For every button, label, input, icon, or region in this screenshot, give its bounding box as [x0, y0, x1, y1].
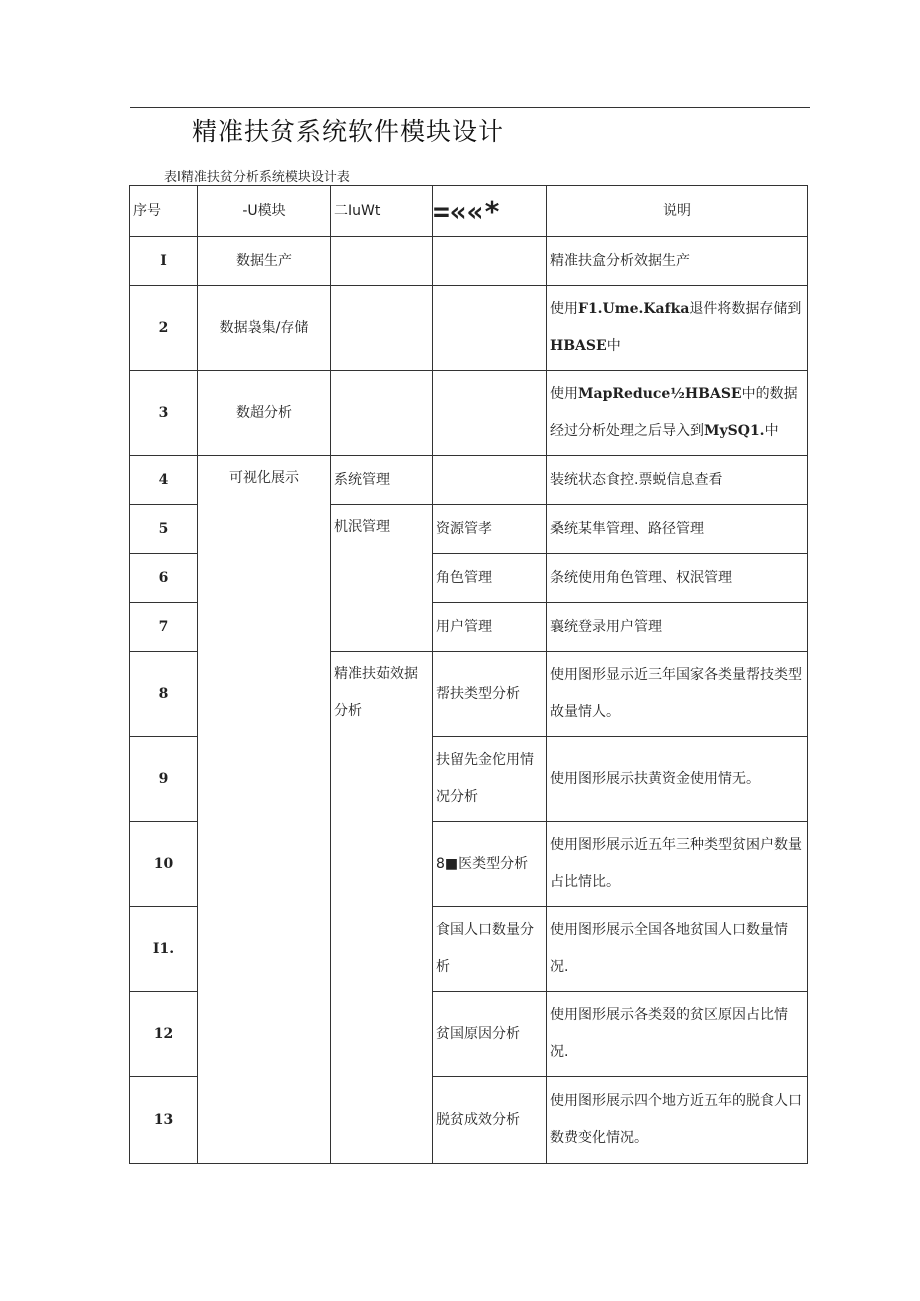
- table-row: [130, 456, 808, 505]
- description-cell: 桑统某隼管理、路径管理: [547, 505, 808, 554]
- row-number: 6: [130, 554, 198, 603]
- function-cell: [433, 371, 547, 456]
- module-design-table: [129, 185, 808, 1164]
- description-cell: 使用图形展示各类叕的贫区原因占比情况.: [547, 992, 808, 1077]
- function-cell: 用户管理: [433, 603, 547, 652]
- row-number: 12: [130, 992, 198, 1077]
- function-cell: [433, 286, 547, 371]
- description-cell: 条统使用角色管理、权泯管理: [547, 554, 808, 603]
- table-header-row: [130, 186, 808, 237]
- function-cell: 帮扶类型分析: [433, 652, 547, 737]
- row-number: I: [130, 237, 198, 286]
- header-submodule: 二IuWt: [331, 186, 433, 237]
- module-cell-visualization: 可视化展示: [198, 456, 331, 1164]
- description-cell: 使用图形展示全国各地贫国人口数量情况.: [547, 907, 808, 992]
- module-cell: 数超分析: [198, 371, 331, 456]
- function-cell: 8■医类型分析: [433, 822, 547, 907]
- module-cell: 数据生产: [198, 237, 331, 286]
- row-number: 7: [130, 603, 198, 652]
- row-number: 4: [130, 456, 198, 505]
- top-rule: [130, 107, 810, 108]
- submodule-cell-permission: 机泯管理: [331, 505, 433, 652]
- description-cell: 使用图形显示近三年国家各类量帮技类型故量情人。: [547, 652, 808, 737]
- function-cell: 食国人口数量分析: [433, 907, 547, 992]
- description-cell: 使用图形展示近五年三种类型贫困户数量占比情比。: [547, 822, 808, 907]
- module-cell: 数据袅集/存储: [198, 286, 331, 371]
- header-module: -U模块: [198, 186, 331, 237]
- row-number: 9: [130, 737, 198, 822]
- row-number: 2: [130, 286, 198, 371]
- row-number: 8: [130, 652, 198, 737]
- row-number: 5: [130, 505, 198, 554]
- header-index: 序号: [130, 186, 198, 237]
- function-cell: 资源管孝: [433, 505, 547, 554]
- description-cell: 装统状态食控.票蜕信息查看: [547, 456, 808, 505]
- header-description: 说明: [547, 186, 808, 237]
- function-cell: [433, 456, 547, 505]
- submodule-cell: [331, 286, 433, 371]
- function-cell: 贫国原因分析: [433, 992, 547, 1077]
- row-number: I1.: [130, 907, 198, 992]
- description-cell: 使用F1.Ume.Kafka退件将数据存储到HBASE中: [547, 286, 808, 371]
- submodule-cell: [331, 237, 433, 286]
- table-caption: 表I精准扶贫分析系统模块设计表: [164, 170, 350, 185]
- description-cell: 使用MapReduce½HBASE中的数据经过分析处理之后导入到MySQ1.中: [547, 371, 808, 456]
- description-cell: 使用图形展示扶黄资金使用情无。: [547, 737, 808, 822]
- table-row: [130, 371, 808, 456]
- function-cell: [433, 237, 547, 286]
- row-number: 3: [130, 371, 198, 456]
- submodule-cell: 系统管理: [331, 456, 433, 505]
- row-number: 10: [130, 822, 198, 907]
- function-cell: 角色管理: [433, 554, 547, 603]
- function-cell: 扶留先金佗用情况分析: [433, 737, 547, 822]
- description-cell: 襄统登录用户管理: [547, 603, 808, 652]
- description-cell: 精准扶盒分析效据生产: [547, 237, 808, 286]
- description-cell: 使用图形展示四个地方近五年的脱食人口数费变化情况。: [547, 1077, 808, 1164]
- document-title: 精准扶贫系统软件模块设计: [192, 117, 505, 146]
- table-row: [130, 286, 808, 371]
- row-number: 13: [130, 1077, 198, 1164]
- function-cell: 脱贫成效分析: [433, 1077, 547, 1164]
- submodule-cell: [331, 371, 433, 456]
- header-function: =««*: [433, 186, 547, 237]
- submodule-cell-poverty-analysis: 精准扶茹效据分析: [331, 652, 433, 1164]
- table-row: [130, 237, 808, 286]
